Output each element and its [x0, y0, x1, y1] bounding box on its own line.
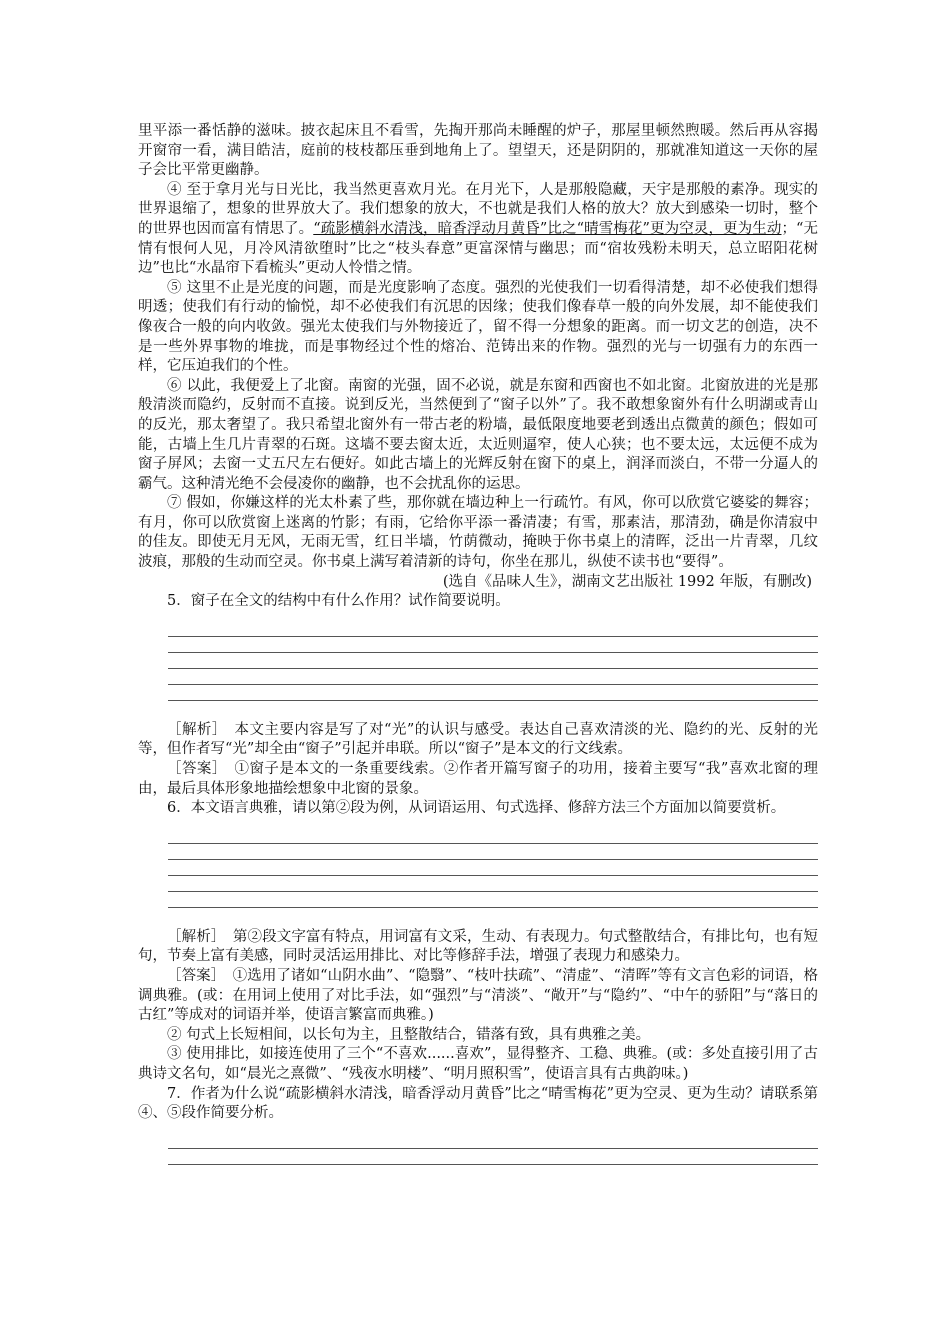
analysis-q6: ［解析］ 第②段文字富有特点，用词富有文采，生动、有表现力。句式整散结合，有排比句，也有短句，节奏上富有美感，同时灵活运用排比、对比等修辞手法，增强了表现力和感染力。 [138, 928, 818, 965]
answer-lines-q7 [168, 1133, 818, 1165]
answer-line [168, 669, 818, 685]
document-body [138, 122, 818, 1179]
answer-line [168, 844, 818, 860]
question-5: 5．窗子在全文的结构中有什么作用？试作简要说明。 [167, 593, 510, 610]
answer-line [168, 621, 818, 637]
answer-q5: ［答案］ ①窗子是本文的一条重要线索。②作者开篇写窗子的功用，接着主要写“我”喜欢北窗的理由，最后具体形象地描绘想象中北窗的景象。 [138, 761, 818, 797]
analysis-q5: ［解析］ 本文主要内容是写了对“光”的认识与感受。表达自己喜欢清淡的光、隐约的光、反射的光等，但作者写“光”却全由“窗子”引起并串联。所以“窗子”是本文的行文线索。 [138, 721, 818, 758]
answer-q6-1: ［答案］ ①选用了诸如“山阴水曲”、“隐翳”、“枝叶扶疏”、“清虚”、“清晖”等有文言色彩的词语，格调典雅。(或：在用词上使用了对比手法，如“强烈”与“清淡”、“敞开”与“隐约”、“中午的骄阳”与“落日的古红”等成对的词语并举，使语言繁富而典雅。) [138, 968, 818, 1024]
answer-line [168, 1133, 818, 1149]
paragraph-4 [138, 181, 818, 279]
answer-q6-2: ② 句式上长短相间，以长句为主，且整散结合，错落有致，具有典雅之美。 [167, 1026, 651, 1043]
paragraph-7: ⑦ 假如，你嫌这样的光太朴素了些，那你就在墙边种上一行疏竹。有风，你可以欣赏它婆娑的舞容；有月，你可以欣赏窗上迷离的竹影；有雨，它给你平添一番清凄；有雪，那素洁，那清劲，确是你清寂中的佳友。即使无月无风，无雨无雪，红日半墙，竹荫微动，掩映于你书桌上的清晖，泛出一片青翠，几纹波痕，那般的生动而空灵。你书桌上满写着清新的诗句，你坐在那儿，纵使不读书也“要得”。 [138, 495, 818, 571]
answer-q6-3: ③ 使用排比，如接连使用了三个“不喜欢......喜欢”，显得整齐、工稳、典雅。(或：多处直接引用了古典诗文名句，如“晨光之熹微”、“残夜水明楼”、“明月照积雪”，使语言具有古典韵味。) [138, 1046, 818, 1082]
paragraph-4-text-b: ；“无情有恨何人见，月冷风清欲堕时”比之“枝头春意”更富深情与幽思；而“宿妆残粉未明天，总立昭阳花树边”也比“水晶帘下看梳头”更动人怜惜之情。 [138, 220, 819, 277]
answer-line [168, 637, 818, 653]
question-7: 7．作者为什么说“疏影横斜水清浅，暗香浮动月黄昏”比之“晴雪梅花”更为空灵、更为生动？请联系第④、⑤段作简要分析。 [138, 1085, 818, 1122]
answer-lines-q5 [168, 621, 818, 701]
paragraph-4-underlined-quote: “疏影横斜水清浅，暗香浮动月黄昏”比之“晴雪梅花”更为空灵，更为生动 [313, 220, 782, 237]
paragraph-continued: 里平添一番恬静的滋味。披衣起床且不看雪，先掏开那尚未睡醒的炉子，那屋里顿然煦暖。然后再从容揭开窗帘一看，满目皓洁，庭前的枝枝都压垂到地角上了。望望天，还是阴阴的，那就准知道这一天你的屋子会比平常更幽静。 [138, 123, 818, 179]
source-citation: (选自《品味人生》，湖南文艺出版社 1992 年版，有删改) [442, 573, 812, 590]
answer-line [168, 876, 818, 892]
answer-line [168, 892, 818, 908]
answer-line [168, 828, 818, 844]
answer-lines-q6 [168, 828, 818, 908]
paragraph-4-text-a: ④ 至于拿月光与日光比，我当然更喜欢月光。在月光下，人是那般隐藏，天宇是那般的素净。现实的世界退缩了，想象的世界放大了。我们想象的放大，不也就是我们人格的放大？放大到感染一切时，整个的世界也因而富有情思了。 [138, 181, 818, 237]
paragraph-6: ⑥ 以此，我便爱上了北窗。南窗的光强，固不必说，就是东窗和西窗也不如北窗。北窗放进的光是那般清淡而隐约，反射而不直接。说到反光，当然便到了“窗子以外”了。我不敢想象窗外有什么明湖或青山的反光，那太奢望了。我只希望北窗外有一带古老的粉墙，最低限度地要老到透出点微黄的颜色；假如可能，古墙上生几片青翠的石斑。这墙不要去窗太近，太近则逼窄，使人心狭；也不要太远，太远便不成为窗子屏风；去窗一丈五尺左右便好。如此古墙上的光辉反射在窗下的桌上，润泽而淡白，不带一分逼人的霸气。这种清光绝不会侵凌你的幽静，也不会扰乱你的运思。 [138, 377, 818, 492]
answer-line [168, 653, 818, 669]
answer-line [168, 860, 818, 876]
paragraph-5: ⑤ 这里不止是光度的问题，而是光度影响了态度。强烈的光使我们一切看得清楚，却不必使我们想得明透；使我们有行动的愉悦，却不必使我们有沉思的因缘；使我们像春草一般的向外发展，却不能使我们像夜合一般的向内收敛。强光太使我们与外物接近了，留不得一分想象的距离。而一切文艺的创造，决不是一些外界事物的堆拢，而是事物经过个性的熔冶、范铸出来的作物。强烈的光与一切强有力的东西一样，它压迫我们的个性。 [138, 279, 818, 375]
answer-line [168, 685, 818, 701]
answer-line [168, 1149, 818, 1165]
question-6: 6．本文语言典雅，请以第②段为例，从词语运用、句式选择、修辞方法三个方面加以简要赏析。 [167, 800, 786, 817]
